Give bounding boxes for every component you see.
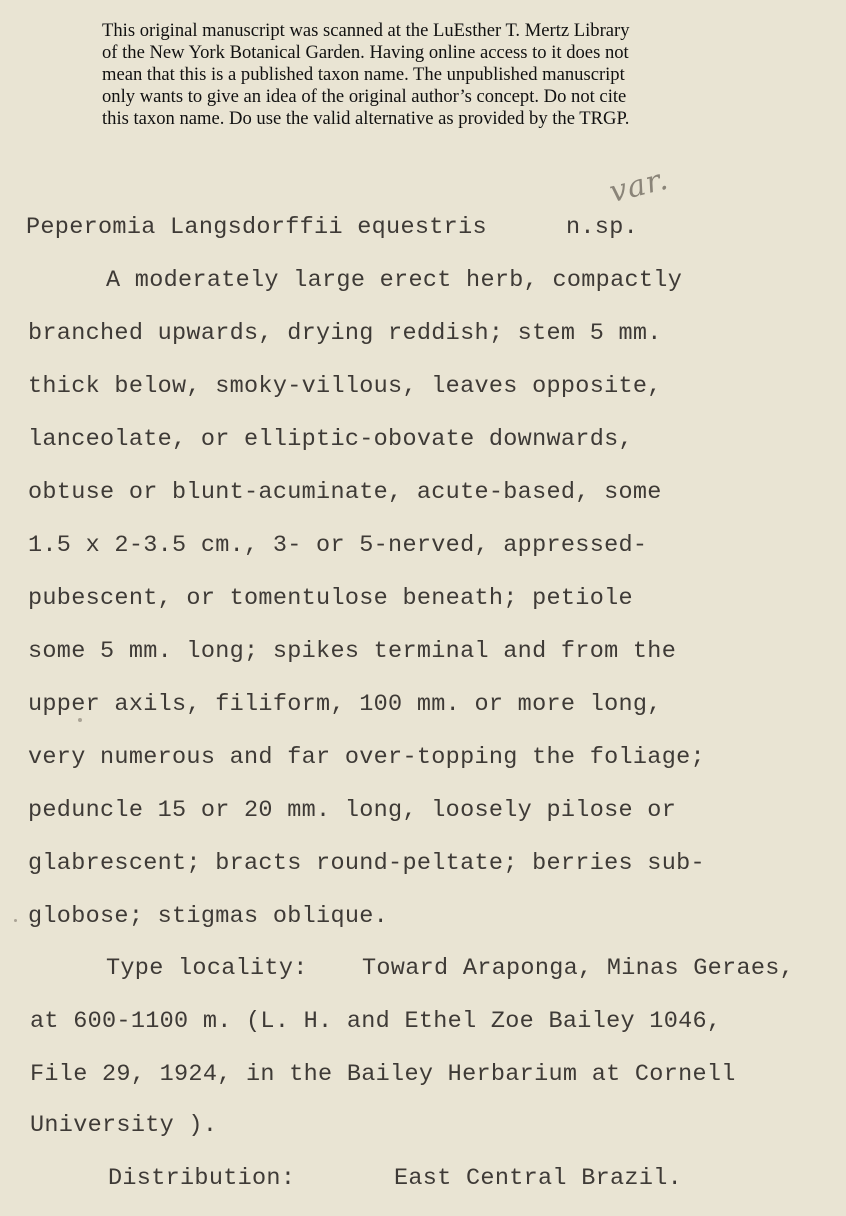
notice-line: This original manuscript was scanned at the LuEsther T. Mertz Library [102,20,630,41]
description-line: some 5 mm. long; spikes terminal and from the [28,638,677,665]
type-locality-line: File 29, 1924, in the Bailey Herbarium at Cornell [30,1061,736,1088]
distribution-value: East Central Brazil. [394,1165,683,1192]
notice-line: of the New York Botanical Garden. Having online access to it does not [102,42,629,63]
paper-speck [14,919,17,922]
taxon-status: n.sp. [566,214,639,241]
handwritten-annotation: var. [606,161,673,210]
description-line: obtuse or blunt-acuminate, acute-based, some [28,479,662,506]
description-line: pubescent, or tomentulose beneath; petiole [28,585,633,612]
description-line: lanceolate, or elliptic-obovate downwards, [28,426,633,453]
description-line: thick below, smoky-villous, leaves opposite, [28,373,662,400]
type-locality-label: Type locality: [106,955,308,982]
description-line: peduncle 15 or 20 mm. long, loosely pilose or [28,797,677,824]
library-notice [102,20,742,130]
description-line: glabrescent; bracts round-peltate; berries sub- [28,850,705,877]
type-locality-line: at 600-1100 m. (L. H. and Ethel Zoe Bailey 1046, [30,1008,722,1035]
type-locality-line: University ). [30,1112,218,1139]
description-line: globose; stigmas oblique. [28,903,389,930]
taxon-title: Peperomia Langsdorffii equestris [26,214,487,241]
description-line: 1.5 x 2-3.5 cm., 3- or 5-nerved, appressed- [28,532,648,559]
type-locality-text: Toward Araponga, Minas Geraes, [362,955,795,982]
description-line: A moderately large erect herb, compactly [106,267,683,294]
description-line: upper axils, filiform, 100 mm. or more long, [28,691,662,718]
notice-line: mean that this is a published taxon name. The unpublished manuscript [102,64,625,85]
notice-line: only wants to give an idea of the original author’s concept. Do not cite [102,86,627,107]
description-line: branched upwards, drying reddish; stem 5 mm. [28,320,662,347]
paper-speck [78,718,82,722]
notice-line: this taxon name. Do use the valid alternative as provided by the TRGP. [102,108,630,129]
description-line: very numerous and far over-topping the foliage; [28,744,705,771]
distribution-label: Distribution: [108,1165,296,1192]
